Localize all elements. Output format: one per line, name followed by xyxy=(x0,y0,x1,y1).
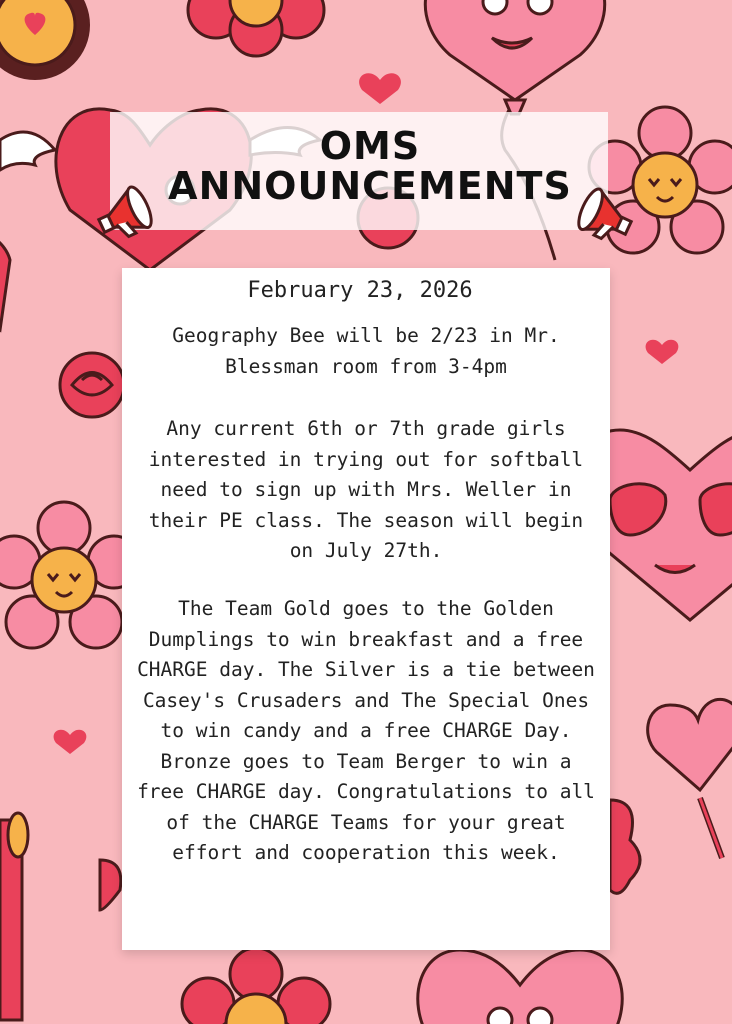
small-heart-icon xyxy=(646,340,679,364)
megaphone-icon xyxy=(560,172,642,254)
donut-icon xyxy=(0,0,90,80)
flower-icon xyxy=(0,502,140,648)
announcement-softball: Any current 6th or 7th grade girls interested in trying out for softball need to sign up with Mrs. Weller in their PE class. The season will begin on July 27th. xyxy=(148,417,584,562)
announcement-date: February 23, 2026 xyxy=(247,278,473,303)
announcement-charge-teams: The Team Gold goes to the Golden Dumplings to win breakfast and a free CHARGE day. The Silver is a tie between Casey's Crusaders and The Special Ones to win candy and a free CHARGE Day. Bronze goes to Team Berger to win a free CHARGE day. Congratulations to all of the CHARGE Teams for your great effort and cooperation this week. xyxy=(137,597,595,864)
title-line-1: OMS xyxy=(319,124,421,168)
flower-icon xyxy=(188,0,324,56)
page-title xyxy=(110,126,630,206)
title-line-2: ANNOUNCEMENTS xyxy=(168,164,572,208)
heart-lollipop-icon xyxy=(648,699,732,858)
announcement-card xyxy=(122,268,610,950)
trumpet-icon xyxy=(0,813,121,1020)
flower-icon xyxy=(182,948,330,1024)
announcement-geography-bee: Geography Bee will be 2/23 in Mr. Blessman room from 3-4pm xyxy=(172,324,560,378)
small-heart-icon xyxy=(54,730,87,754)
rose-icon xyxy=(60,353,124,417)
megaphone-icon xyxy=(88,170,170,252)
heart-icon xyxy=(0,229,10,330)
small-heart-icon xyxy=(359,73,401,104)
heart-icon xyxy=(418,950,622,1024)
